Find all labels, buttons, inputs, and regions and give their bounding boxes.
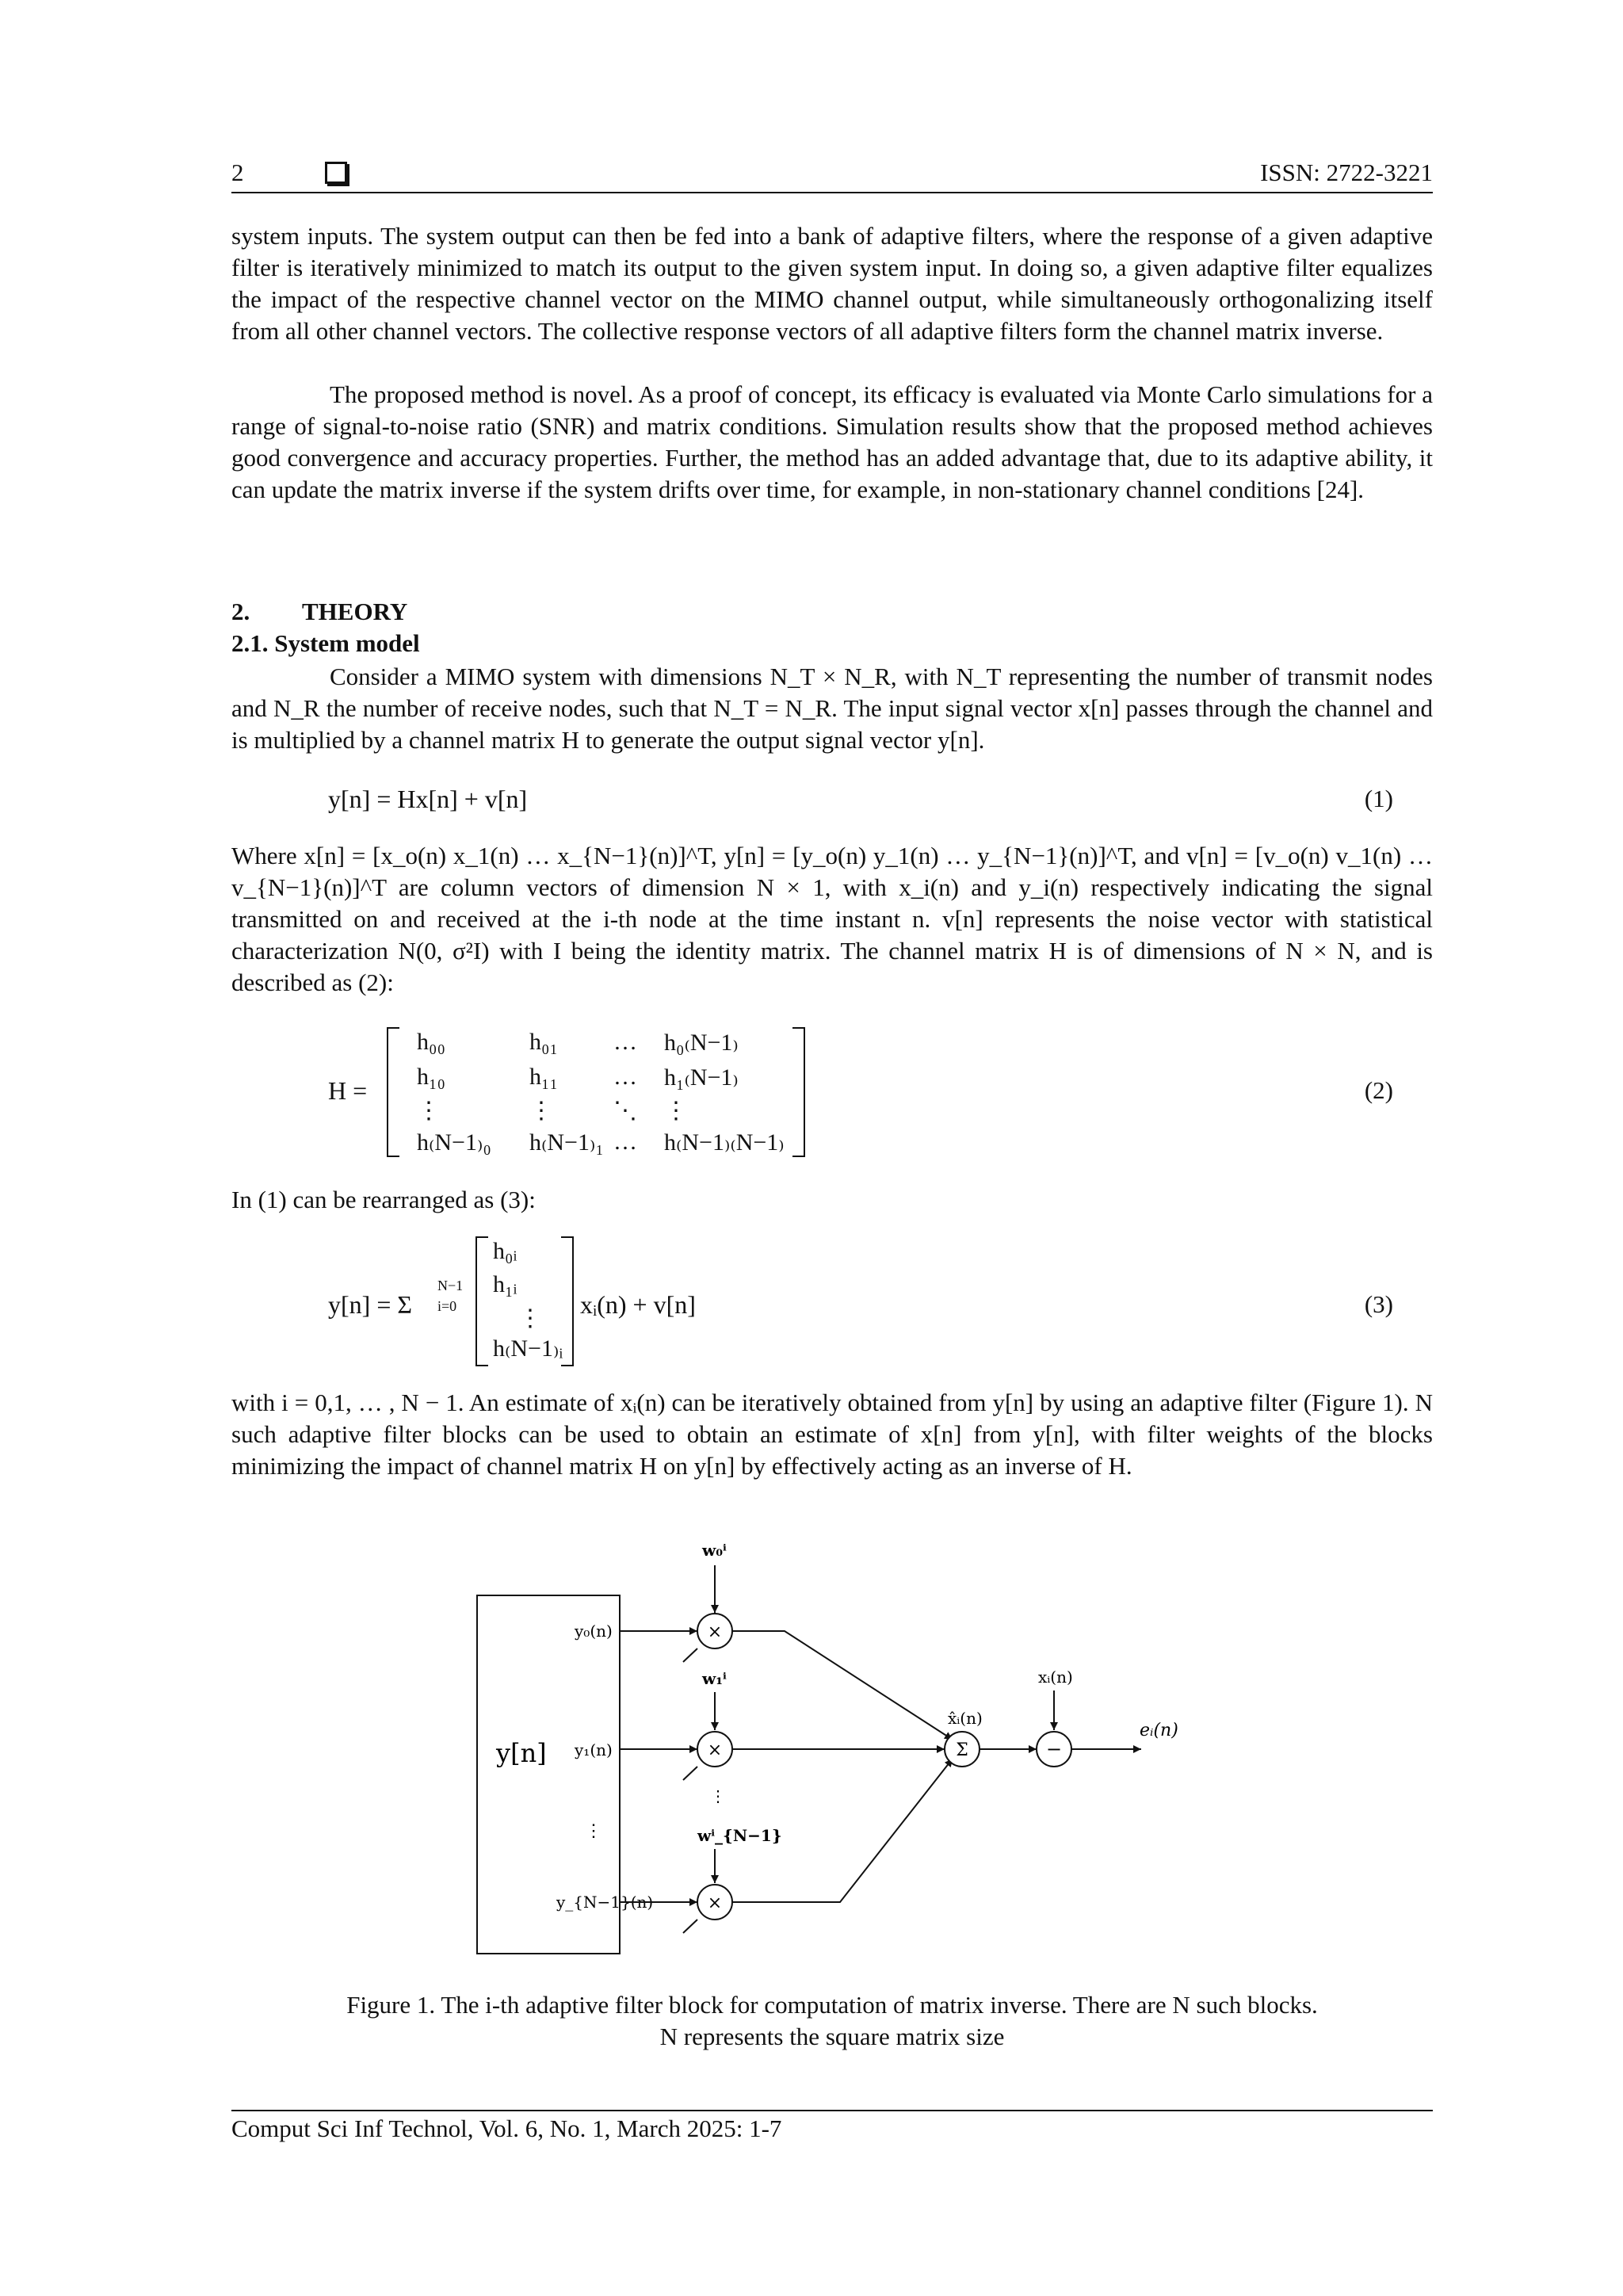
square-box-icon	[325, 162, 347, 184]
multiplier-n1-symbol: ×	[707, 1893, 723, 1913]
theory-paragraph-3: In (1) can be rearranged as (3):	[231, 1186, 536, 1213]
theory-paragraph-1: Consider a MIMO system with dimensions N_T × N_R, with N_T representing the number of transmit nodes and N_R the number of receive nodes, such that N_T = N_R. The input signal vector x[n] passes through the channel and is multiplied by a channel matrix H to generate the output signal vector y[n].	[231, 663, 1433, 754]
multiplier-1-symbol: ×	[707, 1740, 723, 1760]
intro-paragraph-2: The proposed method is novel. As a proof of concept, its efficacy is evaluated via Monte Carlo simulations for a range of signal-to-noise ratio (SNR) and matrix conditions. Simulation results show that the proposed method achieves good convergence and accuracy properties. Further, the method has an added advantage that, due to its adaptive ability, it can update the matrix inverse if the system drifts over time, for example, in non-stationary channel conditions [24].	[231, 380, 1433, 503]
stub-1	[683, 1767, 697, 1780]
issn-label: ISSN: 2722-3221	[1260, 159, 1433, 186]
path-m0-sum	[732, 1631, 953, 1740]
vector-left-bracket	[475, 1236, 488, 1366]
block-label: y[n]	[496, 1738, 547, 1768]
multiplier-0-symbol: ×	[707, 1622, 723, 1642]
matrix-cell: …	[613, 1064, 637, 1090]
vector-cell: h₍N−1₎ᵢ	[493, 1335, 563, 1362]
page-header	[231, 155, 1433, 193]
theory-paragraph-2: Where x[n] = [x_o(n) x_1(n) … x_{N−1}(n)]^T, y[n] = [y_o(n) y_1(n) … y_{N−1}(n)]^T, and v[n] = [v_o(n) v_1(n) … v_{N−1}(n)]^T are column vectors of dimension N × 1, with x_i(n) and y_i(n) respectively indicating the signal transmitted on and received at the i-th node at the time instant n. v[n] represents the noise vector with statistical characterization N(0, σ²I) with I being the identity matrix. The channel matrix H is of dimensions of N × N, and is described as (2):	[231, 842, 1433, 996]
matrix-left-bracket	[387, 1027, 399, 1157]
equation-1-number: (1)	[1364, 785, 1393, 812]
matrix-cell: ⋱	[613, 1098, 637, 1124]
footer-rule	[231, 2110, 1433, 2111]
estimate-label: x̂ᵢ(n)	[948, 1709, 983, 1728]
section-heading	[231, 598, 407, 626]
vector-cell: ⋮	[518, 1305, 542, 1331]
matrix-cell: h₍N−1₎₍N−1₎	[664, 1129, 785, 1156]
page-number: 2	[231, 159, 244, 186]
matrix-cell: h₀₍N−1₎	[664, 1030, 739, 1056]
vector-right-bracket	[561, 1236, 574, 1366]
input-label-0: y₀(n)	[575, 1622, 613, 1641]
equation-2-number: (2)	[1364, 1076, 1393, 1104]
stub-n1	[683, 1920, 697, 1933]
equation-3-rhs: xᵢ(n) + v[n]	[580, 1290, 696, 1319]
theory-paragraph-4: with i = 0,1, … , N − 1. An estimate of xᵢ(n) can be iteratively obtained from y[n] by using an adaptive filter (Figure 1). N such adaptive filter blocks can be used to obtain an estimate of x[n] from y[n], with filter weights of the blocks minimizing the impact of channel matrix H on y[n] by effectively acting as an inverse of H.	[231, 1389, 1433, 1480]
intro-paragraph-1: system inputs. The system output can then be fed into a bank of adaptive filters, where the response of a given adaptive filter is iteratively minimized to match its output to the given system input. In doing so, a given adaptive filter equalizes the impact of the respective channel vector on the MIMO channel output, while simultaneously orthogonalizing itself from all other channel vectors. The collective response vectors of all adaptive filters form the channel matrix inverse.	[231, 222, 1433, 345]
input-label-dots: ⋮	[585, 1821, 602, 1841]
vector-cell: h₀ᵢ	[493, 1238, 517, 1264]
input-label-1: y₁(n)	[575, 1740, 613, 1759]
desired-label: xᵢ(n)	[1038, 1668, 1073, 1687]
figure-1-diagram	[468, 1526, 1181, 1969]
matrix-cell: h₀₁	[529, 1029, 558, 1055]
minus-symbol: −	[1045, 1738, 1063, 1760]
matrix-cell: ⋮	[417, 1098, 441, 1124]
matrix-cell: h₁₍N−1₎	[664, 1064, 739, 1091]
equation-3-sum-bottom: i=0	[437, 1298, 457, 1314]
matrix-cell: ⋮	[529, 1098, 553, 1124]
stub-0	[683, 1648, 697, 1662]
equation-3-lhs: y[n] = Σ	[328, 1290, 412, 1319]
weight-label-1: w₁ⁱ	[702, 1669, 727, 1688]
equation-3-number: (3)	[1364, 1290, 1393, 1318]
matrix-cell: …	[613, 1029, 637, 1055]
input-label-n1: y_{N−1}(n)	[556, 1893, 654, 1912]
error-label: eᵢ(n)	[1140, 1721, 1178, 1740]
weight-label-n1: wⁱ_{N−1}	[697, 1826, 782, 1845]
sum-symbol: Σ	[956, 1740, 968, 1760]
matrix-cell: ⋮	[664, 1098, 688, 1124]
header-rule	[231, 192, 1433, 193]
section-title: THEORY	[302, 598, 408, 625]
matrix-cell: h₍N−1₎₁	[529, 1129, 604, 1156]
equation-2-lhs: H =	[328, 1076, 368, 1105]
figure-caption-line-2: N represents the square matrix size	[659, 2023, 1005, 2050]
matrix-right-bracket	[792, 1027, 805, 1157]
matrix-cell: …	[613, 1129, 637, 1155]
figure-caption-line-1: Figure 1. The i-th adaptive filter block for computation of matrix inverse. There are N such blocks.	[346, 1991, 1318, 2019]
vector-cell: h₁ᵢ	[493, 1271, 517, 1297]
equation-1: y[n] = Hx[n] + v[n]	[328, 785, 528, 813]
matrix-cell: h₁₀	[417, 1064, 445, 1090]
equation-3-sum-top: N−1	[437, 1278, 464, 1293]
subsection-heading: 2.1. System model	[231, 629, 420, 657]
weight-label-dots: ⋮	[710, 1786, 726, 1805]
section-number: 2.	[231, 598, 250, 625]
matrix-cell: h₍N−1₎₀	[417, 1129, 491, 1156]
matrix-cell: h₀₀	[417, 1029, 445, 1055]
footer-citation: Comput Sci Inf Technol, Vol. 6, No. 1, March 2025: 1-7	[231, 2115, 782, 2142]
matrix-cell: h₁₁	[529, 1064, 558, 1090]
weight-label-0: w₀ⁱ	[702, 1541, 727, 1560]
